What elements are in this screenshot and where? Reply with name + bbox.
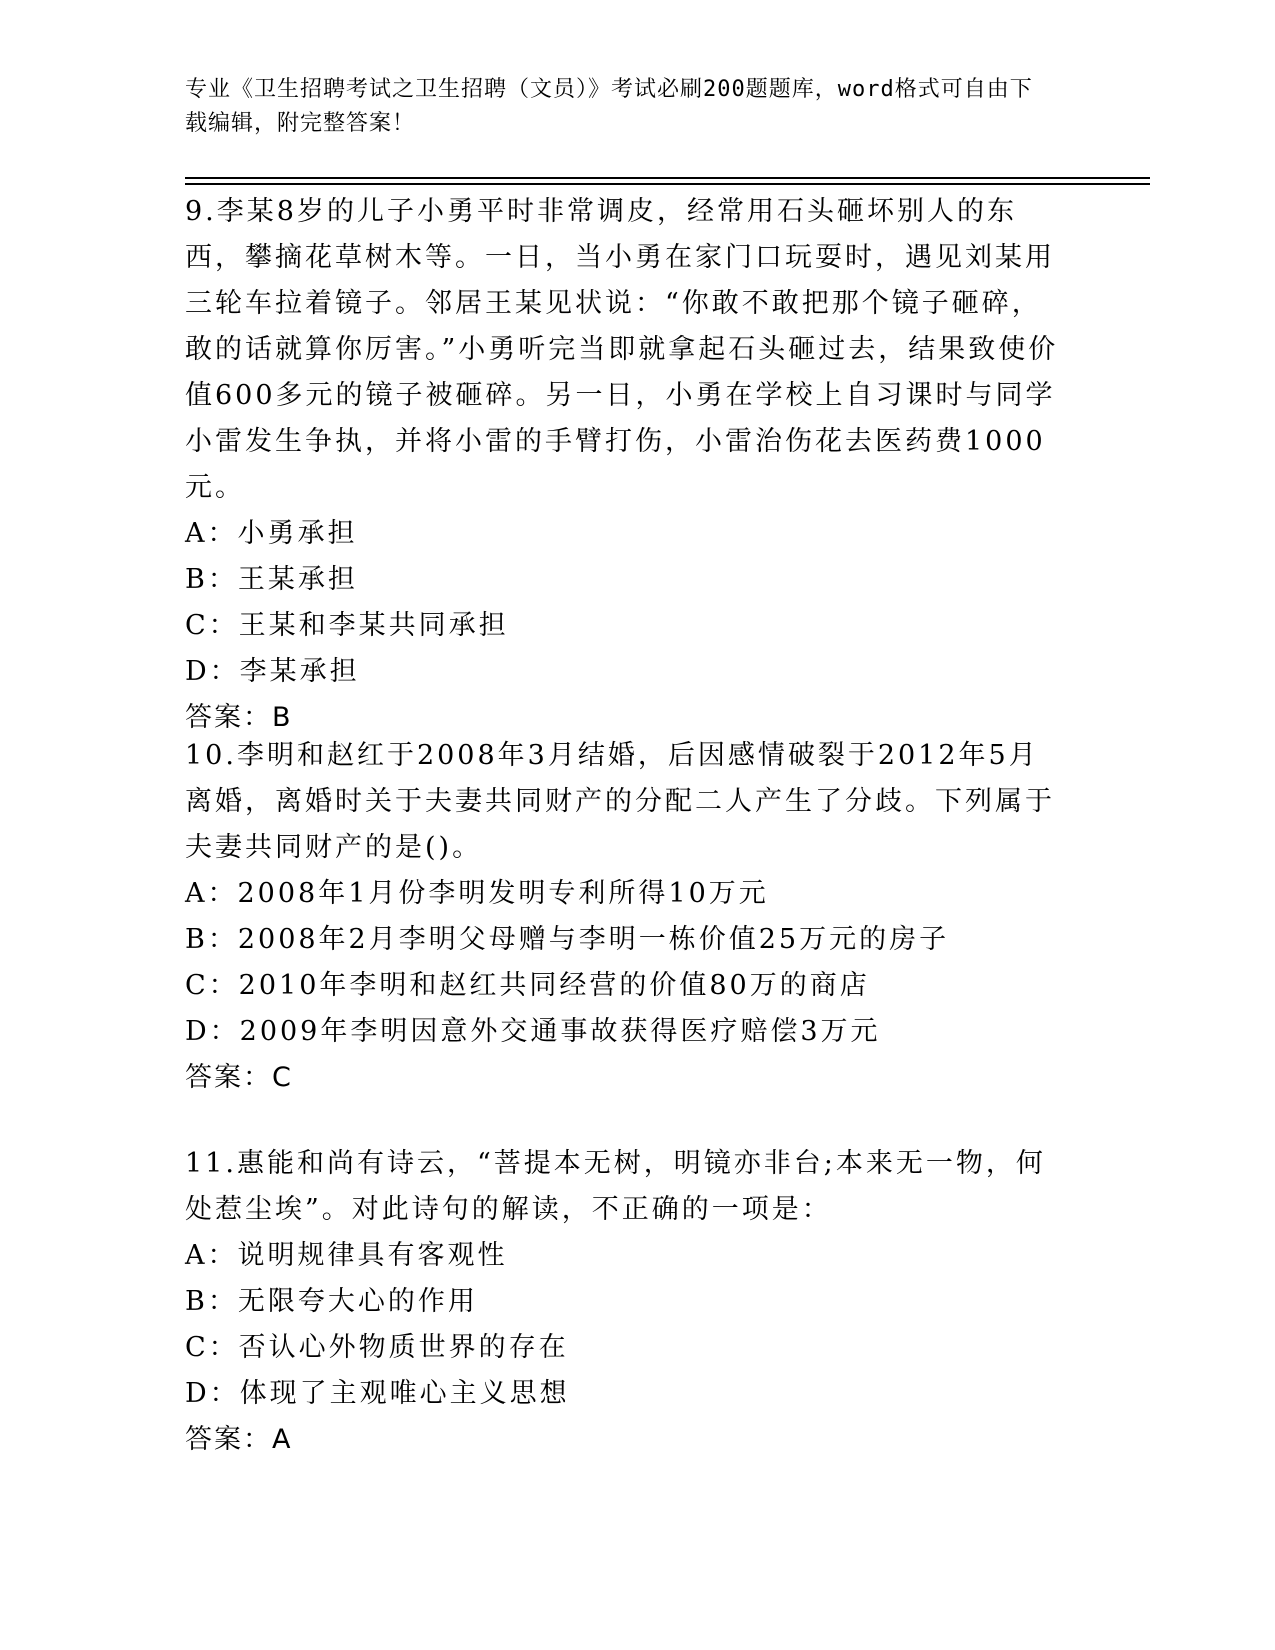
question-stem: 10.李明和赵红于2008年3月结婚，后因感情破裂于2012年5月离婚，离婚时关于夫妻共同财产的分配二人产生了分歧。下列属于夫妻共同财产的是()。 (185, 740, 1055, 863)
answer-line: 答案：A (185, 1424, 293, 1455)
option-a: A：2008年1月份李明发明专利所得10万元 (185, 878, 769, 909)
option-c: C：2010年李明和赵红共同经营的价值80万的商店 (185, 970, 870, 1001)
answer-line: 答案：C (185, 1062, 293, 1093)
option-d: D：体现了主观唯心主义思想 (185, 1378, 570, 1409)
option-b: B：2008年2月李明父母赠与李明一栋价值25万元的房子 (185, 924, 950, 955)
document-header: 专业《卫生招聘考试之卫生招聘（文员）》考试必刷200题题库，word格式可自由下载编辑，附完整答案！ (185, 77, 1033, 136)
option-c: C：王某和李某共同承担 (185, 610, 509, 641)
question-stem: 11.惠能和尚有诗云，“菩提本无树，明镜亦非台;本来无一物，何处惹尘埃”。对此诗句的解读，不正确的一项是： (185, 1148, 1046, 1225)
option-a: A：小勇承担 (185, 518, 358, 549)
option-c: C：否认心外物质世界的存在 (185, 1332, 569, 1363)
header-divider-bottom (185, 183, 1150, 185)
option-b: B：无限夸大心的作用 (185, 1286, 478, 1317)
question-stem: 9.李某8岁的儿子小勇平时非常调皮，经常用石头砸坏别人的东西，攀摘花草树木等。一日，当小勇在家门口玩耍时，遇见刘某用三轮车拉着镜子。邻居王某见状说：“你敢不敢把那个镜子砸碎，敢的话就算你厉害。”小勇听完当即就拿起石头砸过去，结果致使价值600多元的镜子被砸碎。另一日，小勇在学校上自习课时与同学小雷发生争执，并将小雷的手臂打伤，小雷治伤花去医药费1000元。 (185, 196, 1059, 503)
option-a: A：说明规律具有客观性 (185, 1240, 508, 1271)
question-10 (185, 733, 1065, 1101)
option-d: D：2009年李明因意外交通事故获得医疗赔偿3万元 (185, 1016, 881, 1047)
option-d: D：李某承担 (185, 656, 360, 687)
header-divider-top (185, 177, 1150, 179)
option-b: B：王某承担 (185, 564, 358, 595)
question-9 (185, 189, 1065, 741)
question-11 (185, 1141, 1065, 1463)
answer-line: 答案：B (185, 702, 293, 733)
